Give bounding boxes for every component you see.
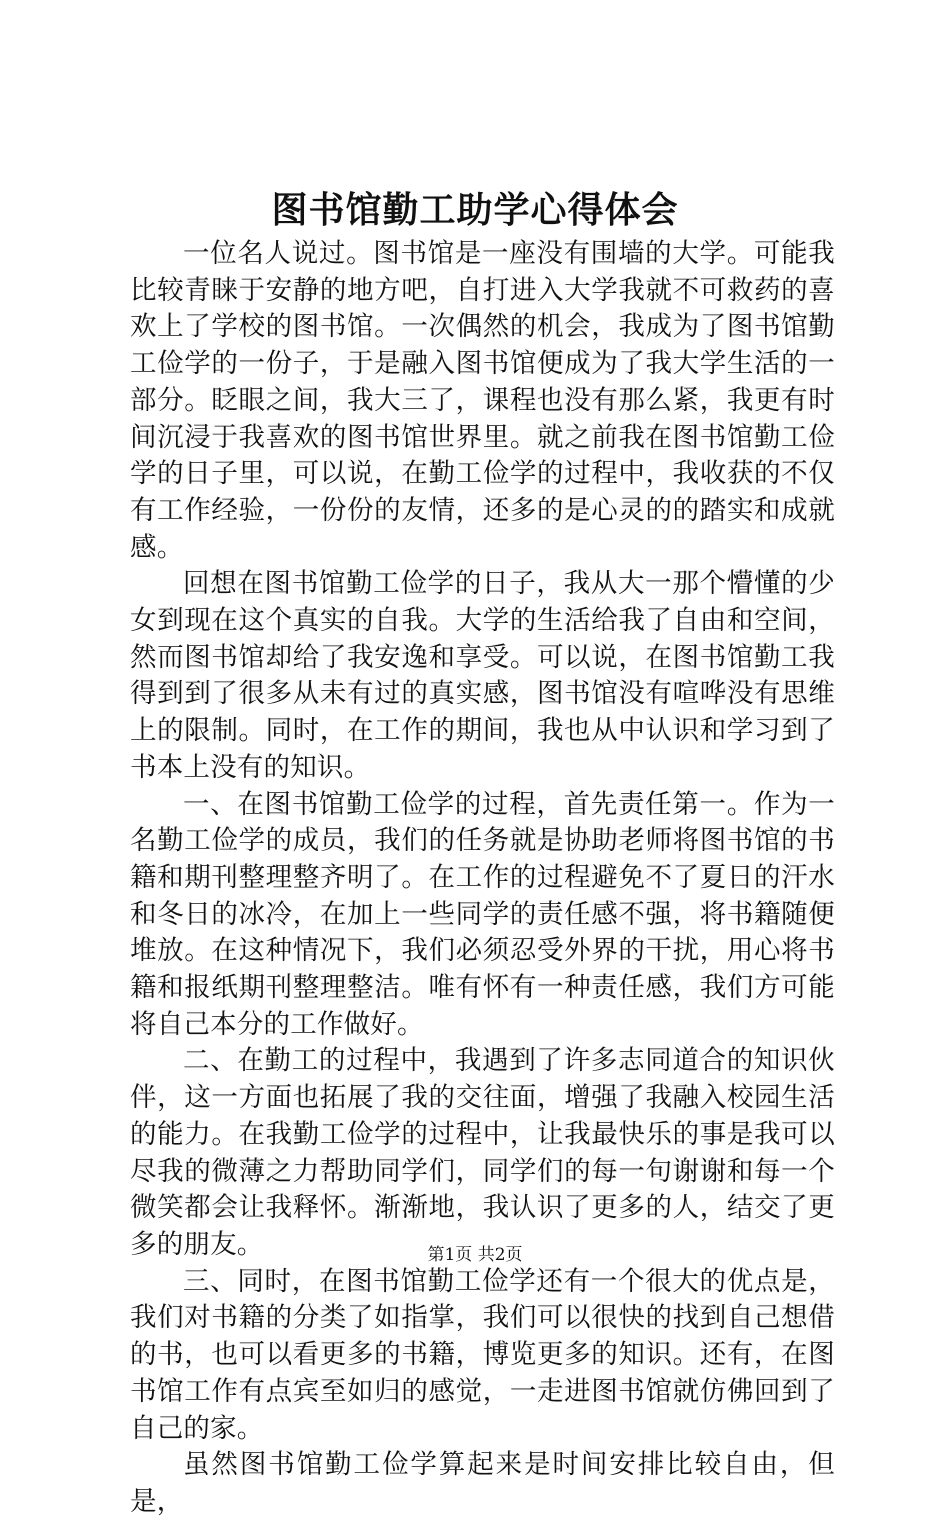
paragraph: 一、在图书馆勤工俭学的过程，首先责任第一。作为一名勤工俭学的成员，我们的任务就是协助老师将图书馆的书籍和期刊整理整齐明了。在工作的过程避免不了夏日的汗水和冬日的冰冷，在加上一些同学的责任感不强，将书籍随便堆放。在这种情况下，我们必须忍受外界的干扰，用心将书籍和报纸期刊整理整洁。唯有怀有一种责任感，我们方可能将自己本分的工作做好。	[130, 788, 835, 1040]
document-title: 图书馆勤工助学心得体会	[271, 189, 679, 231]
paragraph: 虽然图书馆勤工俭学算起来是时间安排比较自由，但是，	[130, 1449, 835, 1517]
paragraph: 三、同时，在图书馆勤工俭学还有一个很大的优点是，我们对书籍的分类了如指掌，我们可以很快的找到自己想借的书，也可以看更多的书籍，博览更多的知识。还有，在图书馆工作有点宾至如归的感觉，一走进图书馆就仿佛回到了自己的家。	[130, 1265, 835, 1444]
paragraph: 回想在图书馆勤工俭学的日子，我从大一那个懵懂的少女到现在这个真实的自我。大学的生活给我了自由和空间，然而图书馆却给了我安逸和享受。可以说，在图书馆勤工我得到到了很多从未有过的真实感，图书馆没有喧哗没有思维上的限制。同时，在工作的期间，我也从中认识和学习到了书本上没有的知识。	[130, 568, 835, 783]
paragraph: 二、在勤工的过程中，我遇到了许多志同道合的知识伙伴，这一方面也拓展了我的交往面，增强了我融入校园生活的能力。在我勤工俭学的过程中，让我最快乐的事是我可以尽我的微薄之力帮助同学们，同学们的每一句谢谢和每一个微笑都会让我释怀。渐渐地，我认识了更多的人，结交了更多的朋友。	[130, 1045, 835, 1260]
page-footer: 第1页 共2页	[427, 1245, 523, 1265]
document-body	[130, 236, 835, 1521]
paragraph: 一位名人说过。图书馆是一座没有围墙的大学。可能我比较青睐于安静的地方吧，自打进入大学我就不可救药的喜欢上了学校的图书馆。一次偶然的机会，我成为了图书馆勤工俭学的一份子，于是融入图书馆便成为了我大学生活的一部分。眨眼之间，我大三了，课程也没有那么紧，我更有时间沉浸于我喜欢的图书馆世界里。就之前我在图书馆勤工俭学的日子里，可以说，在勤工俭学的过程中，我收获的不仅有工作经验，一份份的友情，还多的是心灵的的踏实和成就感。	[130, 238, 835, 563]
